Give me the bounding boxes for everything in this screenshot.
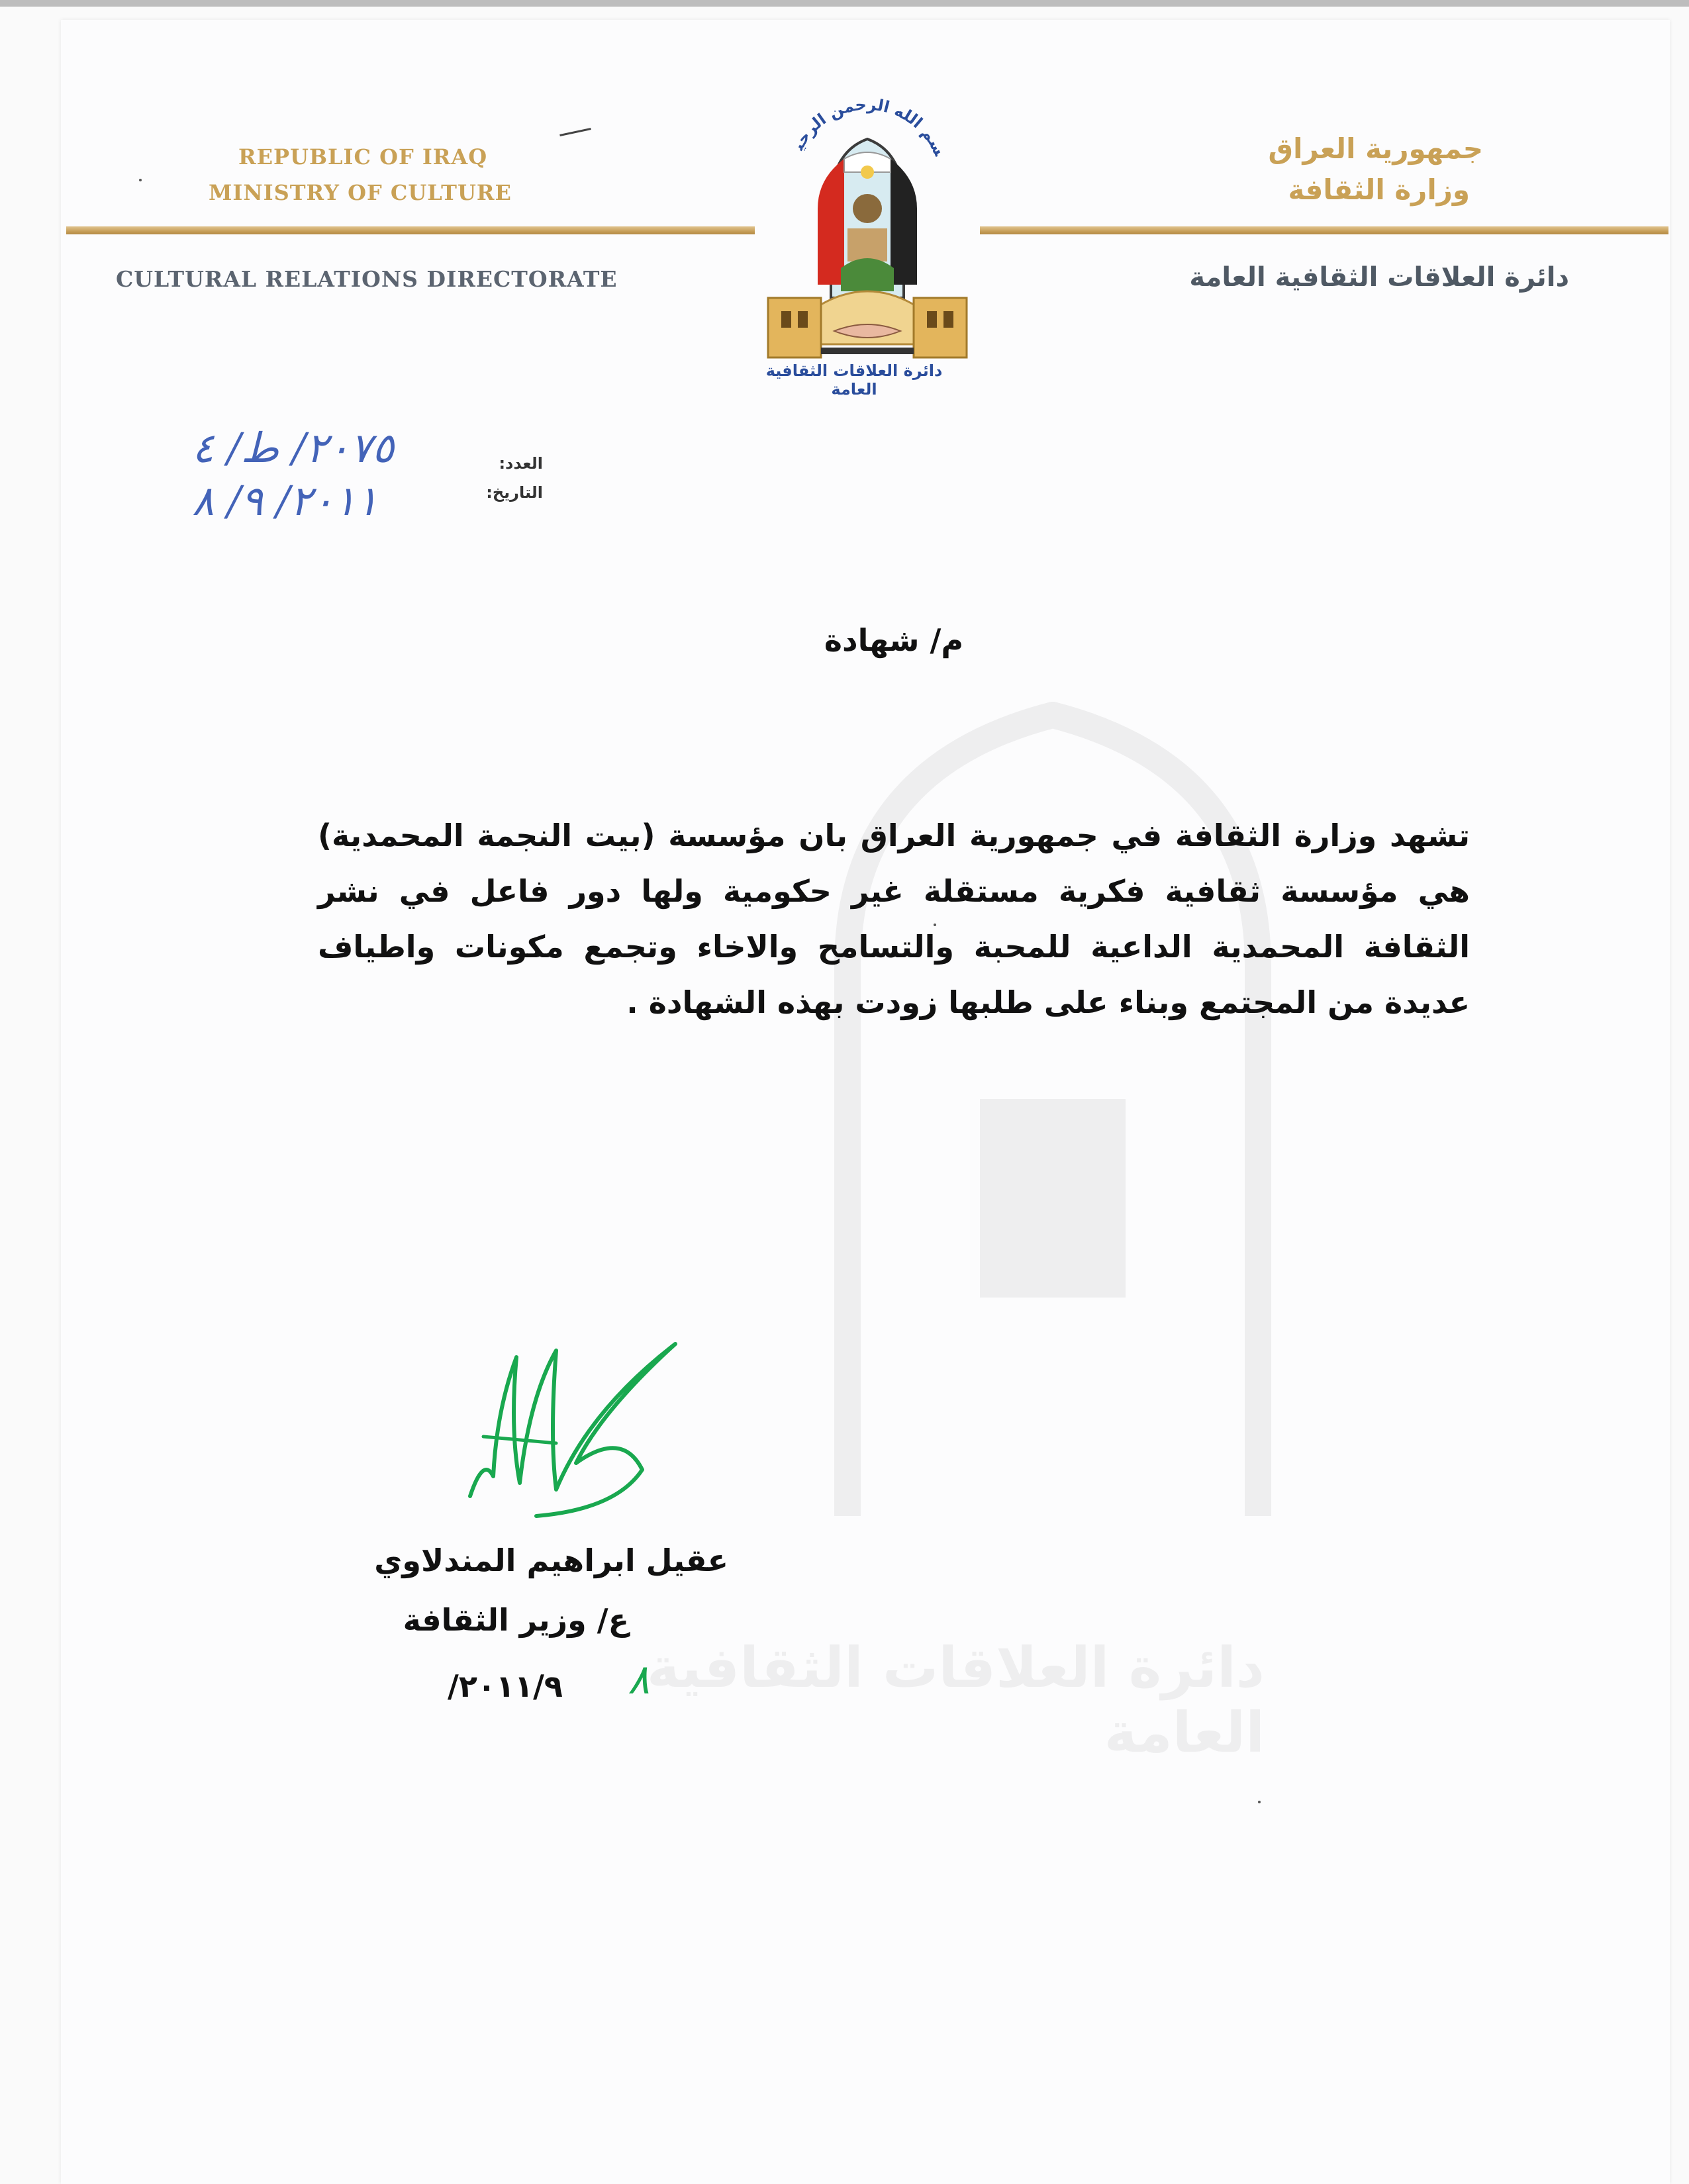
scan-speck [1258, 1801, 1261, 1803]
scan-speck [139, 179, 142, 181]
certificate-body: تشهد وزارة الثقافة في جمهورية العراق بان مؤسسة (بيت النجمة المحمدية) هي مؤسسة ثقافية فكرية مستقلة غير حكومية ولها دور فاعل في نشر الثقافة المحمدية الداعية للمحبة والتسامح والاخاء وتجمع مكونات واطياف عديدة من المجتمع وبناء على طلبها زودت بهذه الشهادة . [318, 818, 1470, 1020]
handwritten-number: ٢٠٧٥/ ط/ ٤ [192, 424, 395, 472]
signature-scribble [457, 1331, 695, 1523]
handwritten-signature [457, 1331, 695, 1523]
ministry-logo [755, 79, 980, 397]
handwritten-date: ٢٠١١/ ٩/ ٨ [192, 477, 379, 525]
scan-top-edge [0, 0, 1689, 7]
date-label: التاريخ: [486, 483, 543, 502]
logo-caption: دائرة العلاقات الثقافية العامة [765, 361, 943, 399]
header-en-directorate: CULTURAL RELATIONS DIRECTORATE [116, 266, 618, 292]
header-en-ministry: MINISTRY OF CULTURE [209, 180, 512, 205]
header-en-republic: REPUBLIC OF IRAQ [238, 144, 488, 169]
header-ar-republic: جمهورية العراق [1268, 132, 1483, 165]
document-title: م/ شهادة [824, 622, 964, 658]
watermark-text: دائرة العلاقات الثقافية العامة [646, 1635, 1265, 1765]
signatory-name: عقيل ابراهيم المندلاوي [374, 1543, 728, 1578]
header-ar-directorate: دائرة العلاقات الثقافية العامة [1189, 262, 1569, 293]
signatory-position: ع/ وزير الثقافة [403, 1602, 629, 1638]
logo-basmala-text: سم الله الرحمن الرحي [789, 95, 949, 159]
header-ar-ministry: وزارة الثقافة [1288, 173, 1470, 206]
signature-date: ٢٠١١/٩/ [448, 1668, 563, 1704]
logo-emblem-graphic [755, 79, 980, 397]
number-label: العدد: [499, 454, 543, 473]
scan-speck [934, 924, 936, 926]
signature-date-handwritten: ٨ [628, 1655, 650, 1703]
